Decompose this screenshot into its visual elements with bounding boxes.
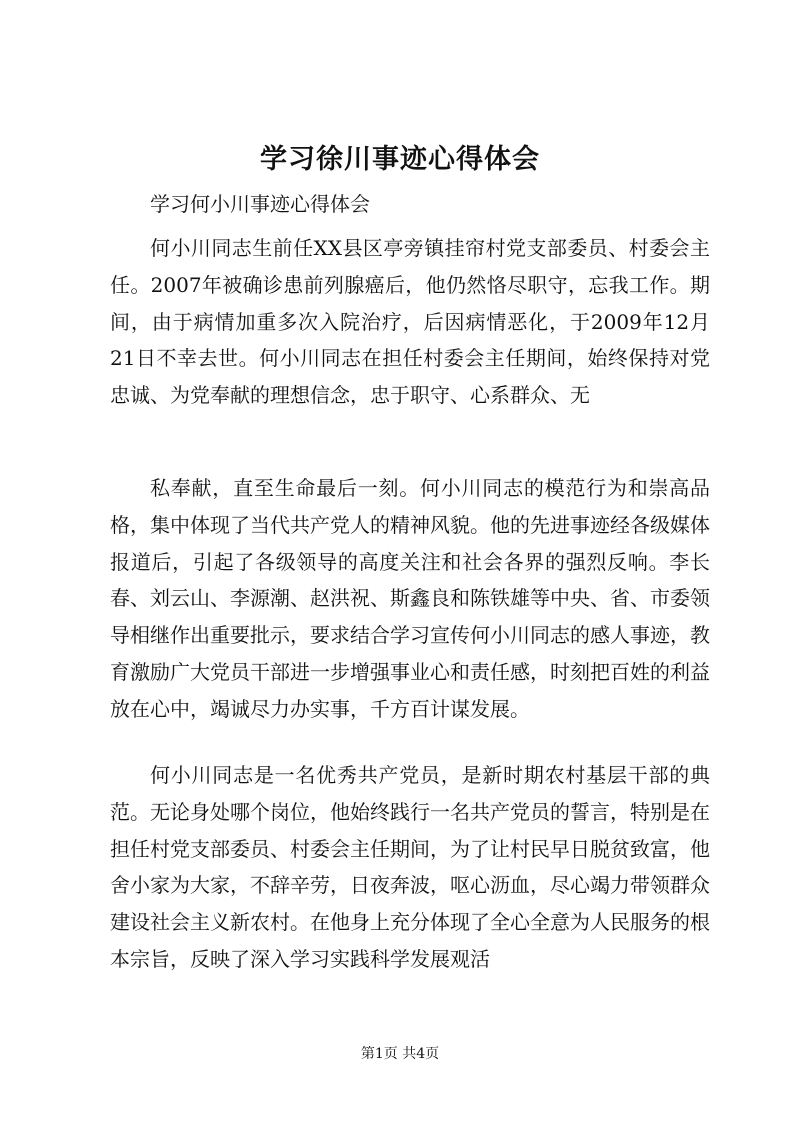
page-title: 学习徐川事迹心得体会: [260, 144, 540, 175]
page-footer: 第1页 共4页: [360, 1046, 440, 1062]
paragraph-3-text: 何小川同志是一名优秀共产党员，是新时期农村基层干部的典范。无论身处哪个岗位，他始终践行一名共产党员的誓言，特别是在担任村党支部委员、村委会主任期间，为了让村民早日脱贫致富，他舍小家为大家，不辞辛劳，日夜奔波，呕心沥血，尽心竭力带领群众建设社会主义新农村。在他身上充分体现了全心全意为人民服务的根本宗旨，反映了深入学习实践科学发展观活: [110, 763, 710, 971]
paragraph-1: [110, 230, 710, 414]
paragraph-3: [110, 757, 710, 978]
paragraph-2-text: 私奉献，直至生命最后一刻。何小川同志的模范行为和崇高品格，集中体现了当代共产党人的精神风貌。他的先进事迹经各级媒体报道后，引起了各级领导的高度关注和社会各界的强烈反响。李长春、刘云山、李源潮、赵洪祝、斯鑫良和陈铁雄等中央、省、市委领导相继作出重要批示，要求结合学习宣传何小川同志的感人事迹，教育激励广大党员干部进一步增强事业心和责任感，时刻把百姓的利益放在心中，竭诚尽力办实事，千方百计谋发展。: [110, 476, 710, 721]
document-subtitle: 学习何小川事迹心得体会: [150, 192, 370, 216]
paragraph-2: [110, 470, 710, 728]
paragraph-1-text: 何小川同志生前任XX县区亭旁镇挂帘村党支部委员、村委会主任。2007年被确诊患前列腺癌后，他仍然恪尽职守，忘我工作。期间，由于病情加重多次入院治疗，后因病情恶化，于2009年12月21日不幸去世。何小川同志在担任村委会主任期间，始终保持对党忠诚、为党奉献的理想信念，忠于职守、心系群众、无: [110, 236, 710, 408]
